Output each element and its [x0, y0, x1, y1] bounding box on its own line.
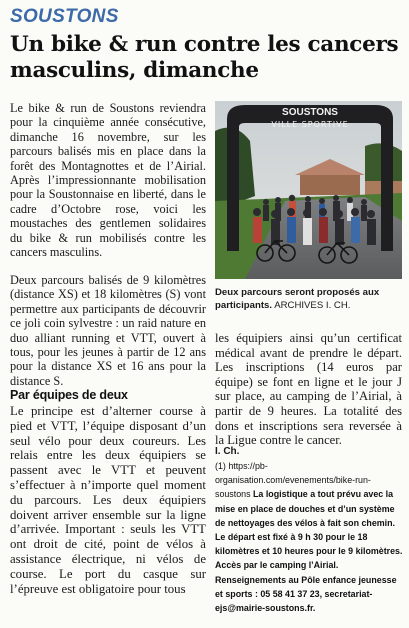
info-box: [215, 459, 405, 615]
banner-line2: VILLE SPORTIVE: [271, 120, 349, 129]
banner-line1: SOUSTONS: [282, 107, 338, 118]
info-text: La logistique a tout prévu avec la mise en place de douches et d’un système de nettoyages des vélos à fait son chemin. Le départ est fixé à 9 h 30 pour le 18 kilomètres et 10 heures pour le 9 kilomètres. Accès par le camping l’Airial. Renseignements au Pôle enfance jeunesse et sports : 05 58 41 37 23, secretariat-ejs@mairie-soustons.fr.: [215, 489, 403, 614]
article-subheading: Par équipes de deux: [10, 388, 128, 402]
article-continuation-paragraph: les équipiers ainsi qu’un certificat médical avant de prendre le départ. Les inscriptions (14 euros par équipe) se font en ligne et le jour J sur place, au camping de l’Airial, à partir de 9 heures. La totalité des dons et inscriptions sera reversée à la Ligue contre le cancer.: [215, 331, 402, 448]
article-rules-paragraph: Le principe est d’alterner course à pied et VTT, l’équipe disposant d’un seul vélo pour deux coureurs. Les relais entre les deux équipiers se passent avec le VTT et peuvent s’effectuer à n’importe quel moment du parcours. Les deux équipiers doivent arriver ensemble sur la ligne d’arrivée. Important : seuls les VTT ont droit de cité, point de vélos à assistance électrique, ni vélos de course. Le port du casque sur l’épreuve est obligatoire pour tous: [10, 404, 206, 596]
registration-link[interactable]: (1) https://pb-organisation.com/evenements/bike-run-soustons: [215, 461, 371, 500]
photo-credit: ARCHIVES I. CH.: [274, 300, 351, 311]
article-courses-paragraph: Deux parcours balisés de 9 kilomètres (distance XS) et 18 kilomètres (S) vont permettre aux participants de découvrir ce joli coin sylvestre : un raid nature en duo alliant running et VTT, ouvert à tous, pour les jeunes à partir de 12 ans pour la distance XS et 16 ans pour la distance S.: [10, 273, 206, 388]
photo-caption-text: Deux parcours seront proposés aux participants.: [215, 287, 380, 311]
article-signature: I. Ch.: [215, 446, 240, 457]
article-intro-paragraph: Le bike & run de Soustons reviendra pour la cinquième année consécutive, dimanche 16 novembre, sur les parcours balisés mis en place dans la forêt des Montagnottes et de l’Airial. Après l’impressionnante mobilisation pour la Soustonnaise en liberté, dans le cadre d’Octobre rose, voici les moustaches des gentlemen solidaires du bike & run mobilisés contre les cancers masculins.: [10, 101, 206, 260]
article-headline: Un bike & run contre les cancers masculins, dimanche: [10, 32, 399, 83]
section-kicker: SOUSTONS: [10, 6, 119, 27]
photo-caption: [215, 286, 403, 312]
event-photo: [215, 101, 402, 279]
